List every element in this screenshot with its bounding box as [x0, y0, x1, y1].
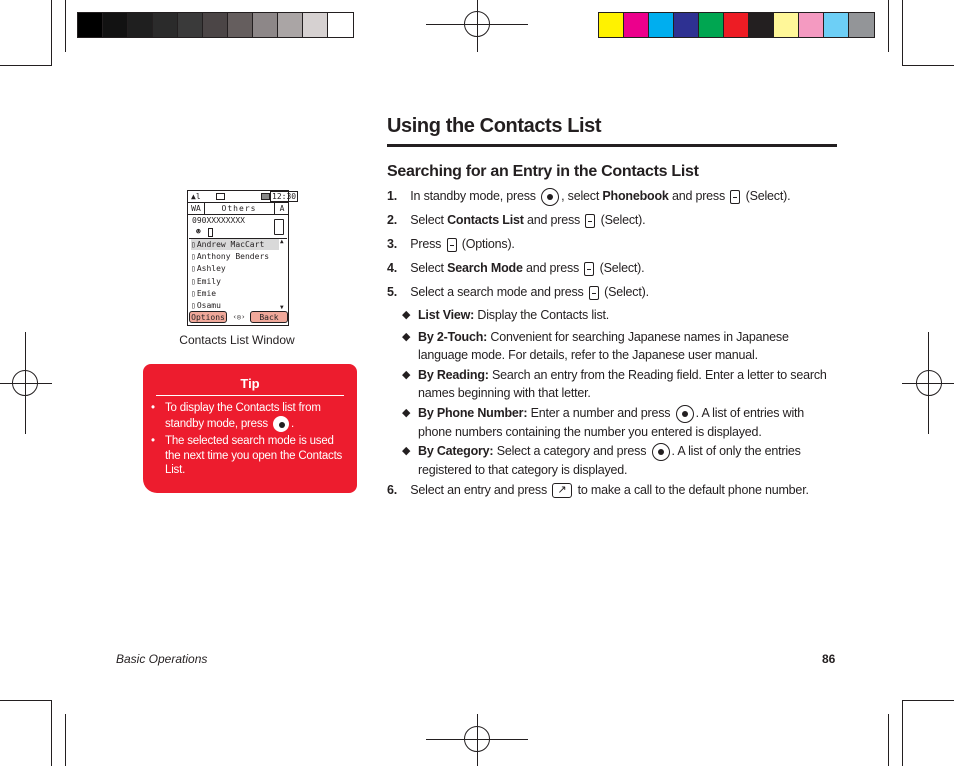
diamond-bullet-icon: ◆: [402, 369, 411, 381]
tab-bar: [188, 203, 288, 215]
contact-list-item[interactable]: [191, 288, 279, 299]
option-by-category: ◆ By Category: Select a category and press . A list of only the entries registered to that category is displayed.: [402, 444, 801, 477]
center-key-icon: [652, 443, 670, 461]
contacts-list-screen: [187, 190, 297, 326]
contact-name: Andrew MacCart: [196, 240, 265, 249]
step-1: 1. In standby mode, press , select Phonebook and press (Select).: [387, 187, 790, 206]
color-swatch: [849, 13, 874, 37]
send-key-icon: [552, 483, 572, 498]
diamond-bullet-icon: ◆: [402, 309, 411, 321]
step-3: 3. Press (Options).: [387, 237, 515, 251]
contact-icon: ▯: [191, 264, 196, 274]
tip-title: Tip: [240, 376, 260, 391]
tip-rule: [156, 395, 344, 396]
contact-list-item[interactable]: [191, 239, 279, 250]
contact-list-item[interactable]: [191, 263, 279, 274]
contact-icon: ▯: [191, 301, 196, 310]
softkey-icon: [447, 238, 457, 252]
contact-icon: ▯: [191, 276, 196, 286]
contact-icon: ▯: [191, 288, 196, 298]
color-swatch: [78, 13, 103, 37]
step-5: 5. Select a search mode and press (Select).: [387, 285, 649, 299]
color-swatch: [674, 13, 699, 37]
grayscale-color-bar: [77, 12, 354, 38]
contact-list-item[interactable]: [191, 300, 279, 311]
screen-caption: Contacts List Window: [179, 333, 295, 347]
clock: 12:30: [272, 192, 297, 201]
color-swatch: [253, 13, 278, 37]
phonebook-label: Phonebook: [602, 189, 669, 203]
page-title: Using the Contacts List: [387, 115, 602, 137]
softkey-icon: [585, 214, 595, 228]
color-swatch: [128, 13, 153, 37]
tab-wa[interactable]: WA: [188, 203, 205, 214]
color-swatch: [103, 13, 128, 37]
step-6: 6. Select an entry and press ↗ to make a call to the default phone number.: [387, 481, 809, 499]
color-swatch: [328, 13, 353, 37]
tab-others[interactable]: Others: [221, 204, 257, 213]
bullet-icon: •: [151, 435, 155, 447]
color-swatch: [178, 13, 203, 37]
color-swatch: [624, 13, 649, 37]
bullet-icon: •: [151, 402, 155, 414]
memo-icon: [208, 228, 213, 237]
contacts-list-label: Contacts List: [447, 213, 524, 227]
options-softkey[interactable]: Options: [189, 311, 227, 323]
person-icon: ☻: [196, 227, 201, 236]
color-swatch: [799, 13, 824, 37]
diamond-bullet-icon: ◆: [402, 331, 411, 343]
process-color-bar: [598, 12, 875, 38]
tip-item: • The selected search mode is used the next time you open the Contacts List.: [151, 435, 343, 476]
scroll-up-icon: ▲: [280, 238, 284, 245]
softkey-icon: [589, 286, 599, 300]
color-swatch: [649, 13, 674, 37]
contact-list-item[interactable]: [191, 276, 279, 287]
softkey-icon: [730, 190, 740, 204]
color-swatch: [774, 13, 799, 37]
footer-section-name: Basic Operations: [116, 652, 208, 666]
center-key-icon: [541, 188, 559, 206]
color-swatch: [228, 13, 253, 37]
mail-icon: [216, 193, 225, 200]
navigation-key-icon: ‹◎›: [232, 313, 246, 321]
contact-name: Ashley: [196, 264, 226, 274]
option-by-phone-number: ◆ By Phone Number: Enter a number and press . A list of entries with phone numbers containing the number you entered is displayed.: [402, 406, 805, 439]
phone-book-icon: [274, 219, 284, 235]
step-number: 4.: [387, 261, 398, 275]
option-by-reading: ◆ By Reading: Search an entry from the Reading field. Enter a letter to search names beginning with that letter.: [402, 368, 827, 400]
option-by-2-touch: ◆ By 2-Touch: Convenient for searching Japanese names in Japanese language mode. For details, refer to the Japanese user manual.: [402, 330, 789, 362]
color-swatch: [303, 13, 328, 37]
center-key-icon: [676, 405, 694, 423]
step-number: 5.: [387, 285, 398, 299]
contact-name: Osamu: [196, 301, 221, 310]
contact-icon: ▯: [191, 240, 196, 249]
step-4: 4. Select Search Mode and press (Select).: [387, 261, 645, 275]
color-swatch: [749, 13, 774, 37]
step-number: 3.: [387, 237, 398, 251]
signal-icon: ▲l: [191, 192, 201, 201]
title-rule: [387, 144, 837, 147]
diamond-bullet-icon: ◆: [402, 445, 411, 457]
status-bar: [188, 191, 297, 203]
tip-box: [143, 364, 357, 493]
page-number: 86: [822, 652, 836, 666]
contact-name: Emie: [196, 288, 217, 298]
step-number: 2.: [387, 213, 398, 227]
option-list-view: ◆ List View: Display the Contacts list.: [402, 308, 610, 322]
back-softkey[interactable]: Back: [250, 311, 288, 323]
search-mode-label: Search Mode: [447, 261, 523, 275]
contact-name: Anthony Benders: [196, 252, 270, 262]
tip-item: • To display the Contacts list from standby mode, press .: [151, 402, 321, 430]
center-key-icon: [273, 416, 289, 432]
color-swatch: [203, 13, 228, 37]
contact-name: Emily: [196, 276, 221, 286]
color-swatch: [599, 13, 624, 37]
step-number: 6.: [387, 483, 398, 497]
step-2: 2. Select Contacts List and press (Select).: [387, 213, 646, 227]
section-title: Searching for an Entry in the Contacts List: [387, 163, 699, 180]
battery-icon: [261, 193, 270, 200]
scroll-down-icon: ▼: [280, 304, 284, 311]
color-swatch: [278, 13, 303, 37]
color-swatch: [699, 13, 724, 37]
contact-icon: ▯: [191, 252, 196, 262]
color-swatch: [153, 13, 178, 37]
phone-number: 090XXXXXXXX: [192, 216, 245, 225]
color-swatch: [824, 13, 849, 37]
tab-a[interactable]: A: [274, 203, 289, 214]
diamond-bullet-icon: ◆: [402, 407, 411, 419]
contact-list-item[interactable]: [191, 251, 279, 262]
softkey-icon: [584, 262, 594, 276]
step-number: 1.: [387, 189, 398, 203]
color-swatch: [724, 13, 749, 37]
